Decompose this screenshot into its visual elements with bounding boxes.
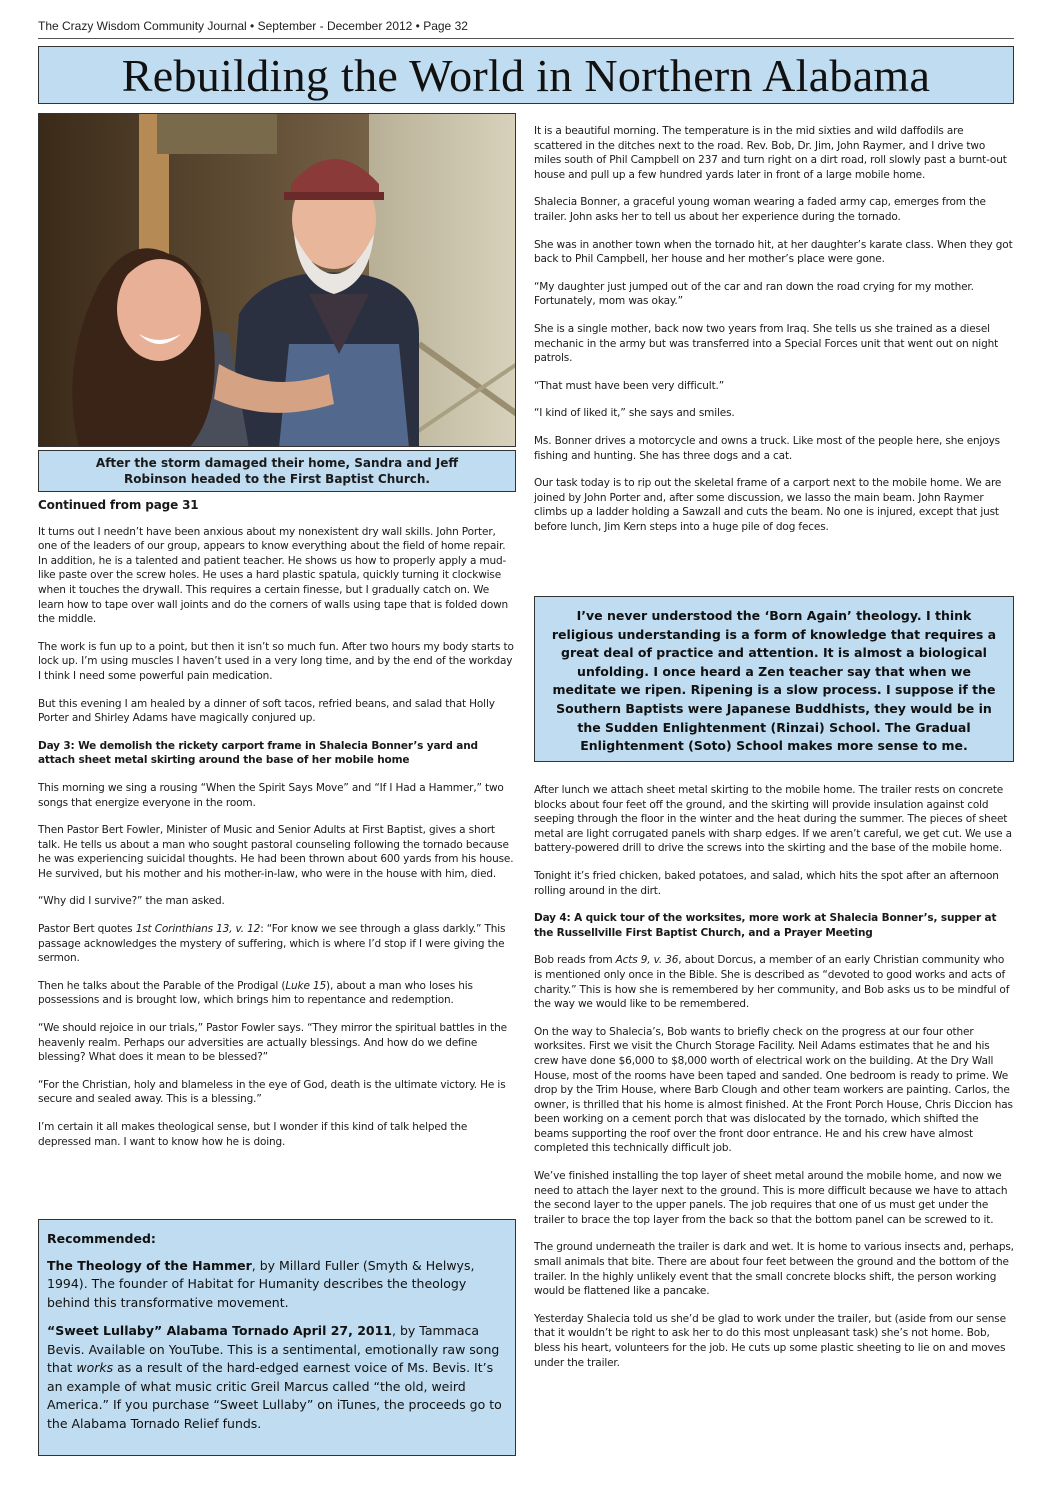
pull-quote-box xyxy=(534,596,1014,762)
right-column-bottom xyxy=(534,783,1014,1383)
paragraph: “We should rejoice in our trials,” Pastor Fowler says. “They mirror the spiritual battles in the heavenly realm. Perhaps our adversities are actually blessings. And how do we define blessing? What does it mean to be blessed?” xyxy=(38,1022,507,1064)
text-run: , by Millard Fuller (Smyth & Helwys, 1994). The founder of Habitat for Humanity describes the theology behind this transformative movement. xyxy=(47,1257,475,1310)
right-column-top xyxy=(534,124,1014,547)
text-run: , about Dorcus, a member of an early Christian community who is mentioned only once in the Bible. She is described as “devoted to good works and acts of charity.” This is how she is remembered by her community, and Bob asks us to be mindful of the way we would like to be remembered. xyxy=(534,954,1010,1011)
paragraph: “That must have been very difficult.” xyxy=(534,379,725,392)
paragraph: Then Pastor Bert Fowler, Minister of Music and Senior Adults at First Baptist, gives a short talk. He tells us about a man who sought pastoral counseling following the tornado because he was experiencing suicidal thoughts. He had been thrown about 600 yards from his house. He survived, but his mother and his mother-in-law, who were in the house with him, died. xyxy=(38,824,514,880)
recommended-item xyxy=(47,1322,507,1433)
left-column xyxy=(38,498,516,1162)
title-banner xyxy=(38,46,1014,104)
scripture-reference: Luke 15 xyxy=(285,979,327,992)
paragraph: She was in another town when the tornado hit, at her daughter’s karate class. When they got back to Phil Campbell, her house and her mother’s place were gone. xyxy=(534,238,1013,266)
text-run: Bob reads from xyxy=(534,954,616,967)
scripture-reference: Acts 9, v. 36 xyxy=(615,954,679,967)
emphasis: works xyxy=(76,1360,114,1375)
paragraph: Shalecia Bonner, a graceful young woman wearing a faded army cap, emerges from the trailer. John asks her to tell us about her experience during the tornado. xyxy=(534,196,986,223)
text-run: Then he talks about the Parable of the Prodigal ( xyxy=(38,979,286,992)
continued-heading: Continued from page 31 xyxy=(38,498,199,512)
day-subheading: Day 4: A quick tour of the worksites, more work at Shalecia Bonner’s, supper at the Russellville First Baptist Church, and a Prayer Meeting xyxy=(534,912,997,939)
text-run: , by Tammaca Bevis. Available on YouTube. This is a sentimental, emotionally raw song that xyxy=(47,1323,500,1375)
paragraph: But this evening I am healed by a dinner of soft tacos, refried beans, and salad that Holly Porter and Shirley Adams have magically conjured up. xyxy=(38,697,495,725)
text-run: Pastor Bert quotes xyxy=(38,923,136,936)
paragraph: Tonight it’s fried chicken, baked potatoes, and salad, which hits the spot after an afternoon rolling around in the dirt. xyxy=(534,869,999,897)
paragraph: “For the Christian, holy and blameless in the eye of God, death is the ultimate victory. He is secure and sealed away. This is a blessing.” xyxy=(38,1078,506,1106)
photo-illustration xyxy=(39,114,516,447)
recommended-item xyxy=(47,1257,507,1313)
paragraph: Ms. Bonner drives a motorcycle and owns a truck. Like most of the people here, she enjoys fishing and hunting. She has three dogs and a cat. xyxy=(534,434,1000,462)
paragraph: She is a single mother, back now two years from Iraq. She tells us she trained as a diesel mechanic in the army but was transferred into a Special Forces unit that went out on night patrols. xyxy=(534,322,999,365)
recommended-box xyxy=(38,1219,516,1456)
text-run: ), about a man who loses his possessions and is brought low, which brings him to repentance and redemption. xyxy=(38,979,473,1007)
text-run: as a result of the hard-edged earnest voice of Ms. Bevis. It’s an example of what music critic Greil Marcus called “the old, weird America.” If you purchase “Sweet Lullaby” on iTunes, the proceeds go to the Alabama Tornado Relief funds. xyxy=(47,1360,502,1431)
paragraph: After lunch we attach sheet metal skirting to the mobile home. The trailer rests on concrete blocks about four feet off the ground, and the skirting will provide insulation against cold seeping through the floor in the winter and the heat during the summer. The pieces of sheet metal are light corrugated panels with sharp edges. If we aren’t careful, we get cut. We use a battery-powered drill to drive the screws into the skirting and the base of the mobile home. xyxy=(534,784,1012,855)
paragraph: The work is fun up to a point, but then it isn’t so much fun. After two hours my body starts to lock up. I’m using muscles I haven’t used in a very long time, and by the end of the workday I think I need some powerful pain medication. xyxy=(38,640,514,682)
paragraph: “I kind of liked it,” she says and smiles. xyxy=(534,407,735,420)
paragraph: Yesterday Shalecia told us she’d be glad to work under the trailer, but (aside from our sense that it wouldn’t be right to ask her to do this most unpleasant task) she’s not home. Bob, bless his heart, volunteers for the job. He cuts up some plastic sheeting to lie on and moves under the trailer. xyxy=(534,1312,1006,1369)
paragraph: We’ve finished installing the top layer of sheet metal around the mobile home, and now we need to attach the layer next to the ground. This is more difficult because we have to attach the second layer to the upper panels. The job requires that one of us must get under the trailer to brace the top layer from the back so that the bottom panel can be screwed to it. xyxy=(534,1170,1008,1226)
text-run: : “For know we see through a glass darkly.” This passage acknowledges the mystery of suffering, which is where I’d stop if I were giving the sermon. xyxy=(38,923,506,965)
song-title: “Sweet Lullaby” Alabama Tornado April 27, 2011 xyxy=(47,1323,393,1338)
paragraph: The ground underneath the trailer is dark and wet. It is home to various insects and, perhaps, small animals that bite. There are about four feet between the ground and the bottom of the trailer. In the highly unlikely event that the small concrete blocks shift, the person working would be flattened like a pancake. xyxy=(534,1241,1014,1298)
recommended-title: Recommended: xyxy=(47,1231,156,1246)
paragraph xyxy=(534,953,1014,1011)
header-rule xyxy=(38,38,1014,39)
photo-caption: After the storm damaged their home, Sandra and Jeff Robinson headed to the First Baptist Church. xyxy=(38,450,516,492)
paragraph: Our task today is to rip out the skeletal frame of a carport next to the mobile home. We are joined by John Porter and, after some discussion, we lasso the main beam. John Raymer climbs up a ladder holding a Sawzall and cuts the beam. No one is injured, except that just before lunch, Jim Kern steps into a huge pile of dog feces. xyxy=(534,477,1002,533)
paragraph xyxy=(38,979,516,1008)
paragraph: It turns out I needn’t have been anxious about my nonexistent dry wall skills. John Porter, one of the leaders of our group, appears to know everything about the field of home repair. In addition, he is a talented and patient teacher. He shows us how to properly apply a mud-like paste over the screw holes. He uses a hard plastic spatula, quickly turning it clockwise when it touches the drywall. This requires a certain finesse, but I gradually catch on. We learn how to tape over wall joints and do the corners of walls using tape that is folded down the middle. xyxy=(38,525,509,626)
book-title: The Theology of the Hammer xyxy=(47,1257,252,1273)
article-title: Rebuilding the World in Northern Alabama xyxy=(121,50,931,101)
pull-quote-text: I’ve never understood the ‘Born Again’ theology. I think religious understanding is a form of knowledge that requires a great deal of practice and attention. It is almost a biological unfolding. I once heard a Zen teacher say that when we meditate we ripen. Ripening is a slow process. I suppose if the Southern Baptists were Japanese Buddhists, they would be in the Sudden Enlightenment (Rinzai) School. The Gradual Enlightenment (Soto) School makes more sense to me. xyxy=(551,608,997,754)
paragraph: “My daughter just jumped out of the car and ran down the road crying for my mother. Fortunately, mom was okay.” xyxy=(534,280,974,308)
article-photo xyxy=(38,113,516,447)
running-header: The Crazy Wisdom Community Journal • September - December 2012 • Page 32 xyxy=(38,19,468,33)
paragraph: “Why did I survive?” the man asked. xyxy=(38,895,225,908)
paragraph: This morning we sing a rousing “When the Spirit Says Move” and “If I Had a Hammer,” two songs that energize everyone in the room. xyxy=(38,781,504,809)
paragraph xyxy=(38,922,516,966)
paragraph: I’m certain it all makes theological sense, but I wonder if this kind of talk helped the depressed man. I want to know how he is doing. xyxy=(38,1121,468,1148)
scripture-reference: 1st Corinthians 13, v. 12 xyxy=(135,923,261,936)
paragraph: It is a beautiful morning. The temperature is in the mid sixties and wild daffodils are scattered in the ditches next to the road. Rev. Bob, Dr. Jim, John Raymer, and I drive two miles south of Phil Campbell on 237 and turn right on a dirt road, roll slowly past a burnt-out house and pull up a few hundred yards later in front of a large mobile home. xyxy=(534,125,1007,181)
paragraph: On the way to Shalecia’s, Bob wants to briefly check on the progress at our four other worksites. First we visit the Church Storage Facility. Neil Adams estimates that he and his crew have done $6,000 to $8,000 worth of electrical work on the building. At the Dry Wall House, most of the rooms have been taped and sanded. One bedroom is ready to prime. We drop by the Trim House, where Barb Clough and other team workers are painting. Carlos, the owner, is thrilled that his home is almost finished. At the Front Porch House, Chris Diccion has been working on a cement porch that was dislocated by the tornado, which shifted the beams supporting the roof over the front door entrance. He and his crew have almost completed this technically difficult job. xyxy=(534,1025,1013,1155)
day-subheading: Day 3: We demolish the rickety carport frame in Shalecia Bonner’s yard and attach sheet metal skirting around the base of her mobile home xyxy=(38,739,478,767)
